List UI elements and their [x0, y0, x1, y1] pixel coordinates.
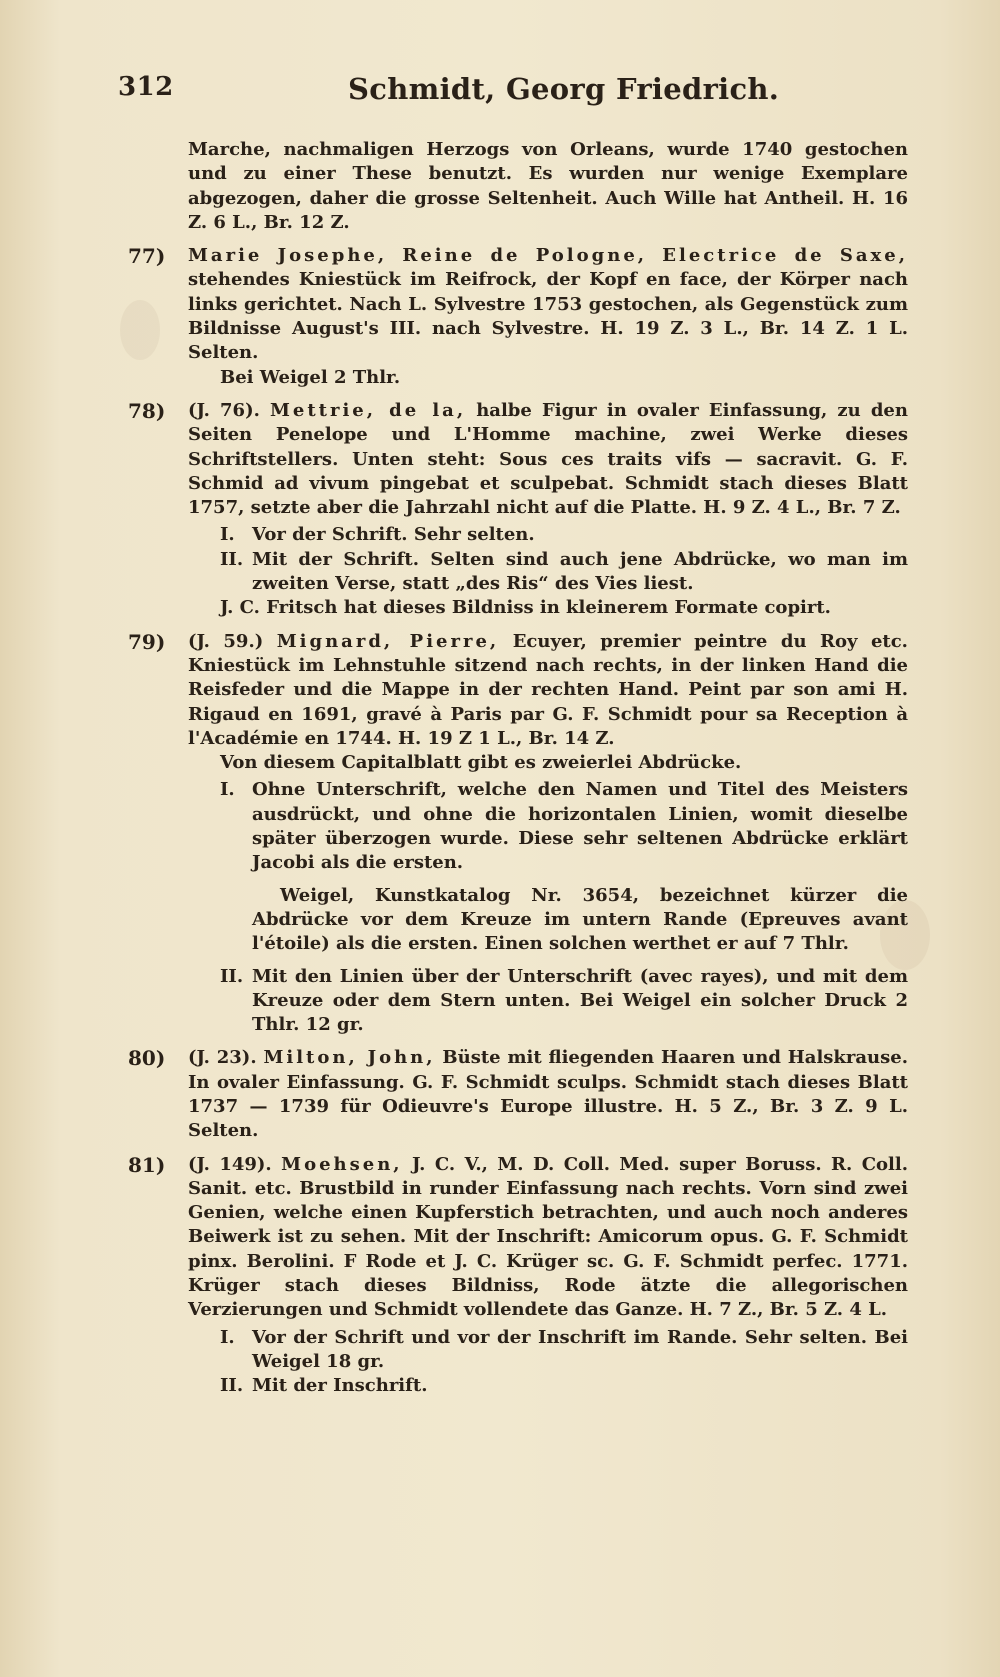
state-item: [220, 548, 908, 597]
entry-number: 79): [128, 629, 166, 654]
state-text: Vor der Schrift und vor der Inschrift im Rande. Sehr selten. Bei Weigel 18 gr.: [252, 1326, 908, 1372]
entry-80: [128, 1046, 908, 1143]
page-header: [118, 72, 908, 112]
entry-note: J. C. Fritsch hat dieses Bildniss in kleinerem Formate copirt.: [220, 597, 831, 619]
entry-intro: Von diesem Capitalblatt gibt es zweierlei Abdrücke.: [220, 752, 742, 774]
entry-79: [128, 629, 908, 1038]
entry-text: [188, 1153, 908, 1323]
intro-paragraph: Marche, nachmaligen Herzogs von Orleans, wurde 1740 gestochen und zu einer These benutzt. Es wurden nur wenige Exemplare abgezogen, daher die grosse Seltenheit. Auch Wille hat Antheil. H. 16 Z. 6 L., Br. 12 Z.: [188, 139, 908, 233]
state-label: II.: [220, 965, 244, 987]
state-text: Mit der Inschrift.: [252, 1375, 428, 1397]
entry-description: Büste mit fliegenden Haaren und Halskrause. In ovaler Einfassung. G. F. Schmidt sculps. Schmidt stach dieses Blatt 1737 — 1739 für Odieuvre's Europe illustre. H. 5 Z., Br. 3 Z. 9 L. Selten.: [188, 1047, 908, 1142]
state-label: I.: [220, 524, 235, 546]
entry-ref: (J. 149).: [188, 1153, 272, 1175]
state-item: [220, 965, 908, 1038]
entry-description: Ecuyer, premier peintre du Roy etc. Kniestück im Lehnstuhle sitzend nach rechts, in der linken Hand die Reisfeder und die Mappe in der rechten Hand. Peint par son ami H. Rigaud en 1691, gravé à Paris par G. F. Schmidt pour sa Reception à l'Académie en 1744. H. 19 Z 1 L., Br. 14 Z.: [188, 630, 908, 749]
state-item: [220, 523, 908, 547]
entry-text: [188, 1046, 908, 1143]
entry-78: [128, 398, 908, 621]
entry-81: [128, 1152, 908, 1399]
entry-text: [188, 244, 908, 365]
entry-text: [188, 399, 908, 520]
state-label: I.: [220, 779, 235, 801]
state-text: Weigel, Kunstkatalog Nr. 3654, bezeichnet kürzer die Abdrücke vor dem Kreuze im untern Rande (Epreuves avant l'étoile) als die ersten. Einen solchen werthet er auf 7 Thlr.: [252, 884, 908, 955]
running-head: Schmidt, Georg Friedrich.: [348, 72, 780, 106]
entry-number: 78): [128, 398, 166, 423]
entry-number: 80): [128, 1046, 166, 1071]
state-text: Mit den Linien über der Unterschrift (avec rayes), und mit dem Kreuze oder dem Stern unten. Bei Weigel ein solcher Druck 2 Thlr. 12 gr.: [252, 965, 908, 1036]
state-text: Ohne Unterschrift, welche den Namen und Titel des Meisters ausdrückt, und ohne die horizontalen Linien, womit dieselbe später überzogen wurde. Diese sehr seltenen Abdrücke erklärt Jacobi als die ersten.: [252, 779, 908, 874]
entry-name: Mettrie, de la,: [269, 399, 467, 421]
state-item: [220, 1374, 908, 1398]
entry-note: Bei Weigel 2 Thlr.: [220, 366, 401, 388]
page-number: 312: [118, 72, 174, 102]
state-item: [220, 1326, 908, 1375]
body-text: [128, 138, 908, 1399]
state-text: Vor der Schrift. Sehr selten.: [252, 524, 535, 546]
entry-description: halbe Figur in ovaler Einfassung, zu den Seiten Penelope und L'Homme machine, zwei Werke dieses Schriftstellers. Unten steht: Sous ces traits vifs — sacravit. G. F. Schmid ad vivum pingebat et sculpebat. Schmidt stach dieses Blatt 1757, setzte aber die Jahrzahl nicht auf die Platte. H. 9 Z. 4 L., Br. 7 Z.: [188, 399, 908, 519]
entry-name: Mignard, Pierre,: [276, 630, 500, 652]
state-label: I.: [220, 1326, 235, 1348]
paper-stain: [120, 300, 160, 360]
state-label: II.: [220, 1375, 244, 1397]
entry-77: [128, 244, 908, 390]
states-list: [188, 523, 908, 596]
state-item: [220, 884, 908, 957]
entry-ref: (J. 23).: [188, 1047, 257, 1069]
entry-number: 81): [128, 1152, 166, 1177]
entry-name: Marie Josephe, Reine de Pologne, Electrice de Saxe,: [188, 245, 908, 267]
entry-description: stehendes Kniestück im Reifrock, der Kopf en face, der Körper nach links gerichtet. Nach L. Sylvestre 1753 gestochen, als Gegenstück zum Bildnisse August's III. nach Sylvestre. H. 19 Z. 3 L., Br. 14 Z. 1 L. Selten.: [188, 269, 908, 364]
entry-description: J. C. V., M. D. Coll. Med. super Boruss. R. Coll. Sanit. etc. Brustbild in runder Einfassung nach rechts. Vorn sind zwei Genien, welche einen Kupferstich betrachten, und auch noch anderes Beiwerk ist zu sehen. Mit der Inschrift: Amicorum opus. G. F. Schmidt pinx. Berolini. F Rode et J. C. Krüger sc. G. F. Schmidt perfec. 1771. Krüger stach dieses Bildniss, Rode ätzte die allegorischen Verzierungen und Schmidt vollendete das Ganze. H. 7 Z., Br. 5 Z. 4 L.: [188, 1153, 908, 1321]
entry-text: [188, 630, 908, 751]
entry-name: Milton, John,: [263, 1047, 436, 1069]
state-label: II.: [220, 548, 244, 570]
state-text: Mit der Schrift. Selten sind auch jene Abdrücke, wo man im zweiten Verse, statt „des Ris“ des Vies liest.: [252, 548, 908, 595]
state-item: [220, 778, 908, 875]
entry-name: Moehsen,: [281, 1153, 403, 1175]
entry-ref: (J. 76).: [188, 399, 260, 421]
entry-ref: (J. 59.): [188, 630, 264, 652]
entry-number: 77): [128, 244, 166, 269]
states-list: [188, 778, 908, 1037]
states-list: [188, 1326, 908, 1399]
